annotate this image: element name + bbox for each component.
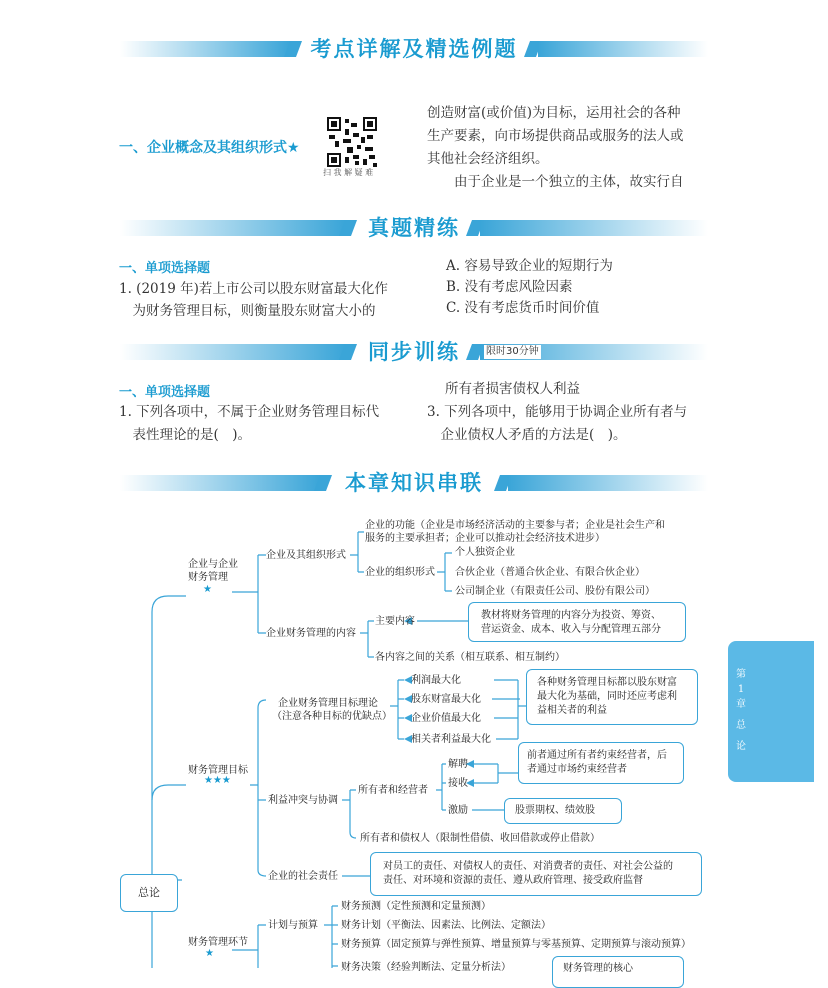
option-a: A. 容易导致企业的短期行为	[446, 258, 613, 274]
node-enterprise: 企业与企业	[188, 559, 238, 570]
tab-char: 总	[736, 720, 746, 731]
node-conflict: 利益冲突与协调	[268, 795, 338, 806]
question-line: 1. 下列各项中，不属于企业财务管理目标代	[119, 404, 380, 420]
node-decision: 财务决策（经验判断法、定量分析法）	[341, 962, 511, 973]
note-box	[526, 669, 698, 725]
question-line: 所有者损害债权人利益	[445, 381, 580, 397]
question-line: 3. 下列各项中，能够用于协调企业所有者与	[427, 404, 688, 420]
question-line: 1. (2019 年)若上市公司以股东财富最大化作	[119, 281, 388, 297]
note-box	[552, 956, 684, 988]
node-profit-max: 利润最大化	[411, 675, 461, 686]
paragraph-line: 由于企业是一个独立的主体，故实行自	[427, 174, 684, 190]
node-incentive: 激励	[448, 805, 468, 816]
banner-title: 真题精练	[368, 216, 460, 240]
note-line: 者通过市场约束经营者	[527, 764, 627, 775]
qr-caption: 扫 我 解 疑 难	[323, 168, 374, 177]
node-forecast: 财务预测（定性预测和定量预测）	[341, 901, 491, 912]
banner-title: 本章知识串联	[345, 471, 483, 495]
node-owner-manager: 所有者和经营者	[358, 785, 428, 796]
note-line: 营运资金、成本、收入与分配管理五部分	[481, 624, 661, 635]
node-corporation: 公司制企业（有限责任公司、股份有限公司）	[455, 586, 655, 597]
tab-char: 第	[736, 669, 746, 680]
node-enterprise-function: 企业的功能（企业是市场经济活动的主要参与者；企业是社会生产和	[365, 520, 665, 531]
node-social-responsibility: 企业的社会责任	[268, 871, 338, 882]
node-fm-goal: 财务管理目标	[188, 765, 248, 776]
node-stakeholder-max: 相关者利益最大化	[411, 734, 491, 745]
question-line: 为财务管理目标，则衡量股东财富大小的	[119, 303, 376, 319]
question-line: 表性理论的是( )。	[119, 427, 252, 443]
time-limit-badge: 限时30分钟	[486, 346, 539, 357]
note-line: 教材将财务管理的内容分为投资、筹资、	[481, 610, 661, 621]
note-box	[504, 798, 622, 824]
tab-char: 章	[736, 699, 746, 710]
star-rating: ★	[205, 948, 214, 959]
note-box	[518, 742, 684, 784]
section-heading: 一、单项选择题	[119, 385, 211, 400]
node-enterprise-b: 财务管理	[188, 572, 228, 583]
option-b: B. 没有考虑风险因素	[446, 279, 573, 295]
star-rating: ★	[203, 584, 212, 595]
node-value-max: 企业价值最大化	[411, 713, 481, 724]
root-label: 总论	[138, 886, 160, 899]
note-line: 责任、对环境和资源的责任、遵从政府管理、接受政府监督	[383, 875, 643, 886]
paragraph-line: 其他社会经济组织。	[427, 151, 549, 167]
node-enterprise-function-2: 服务的主要承担者；企业可以推动社会经济技术进步）	[365, 533, 605, 544]
note-line: 股票期权、绩效股	[515, 805, 595, 816]
banner-title: 同步训练	[368, 340, 460, 364]
note-line: 各种财务管理目标都以股东财富	[537, 677, 677, 688]
tab-char: 论	[736, 741, 746, 752]
section-heading: 一、企业概念及其组织形式★	[119, 140, 300, 156]
note-box	[370, 852, 702, 896]
node-fm-content: 企业财务管理的内容	[266, 628, 356, 639]
paragraph-line: 生产要素，向市场提供商品或服务的法人或	[427, 128, 684, 144]
node-org-types: 企业的组织形式	[365, 567, 435, 578]
node-org-form: 企业及其组织形式	[266, 550, 346, 561]
node-fm-steps: 财务管理环节	[188, 937, 248, 948]
node-plan: 财务计划（平衡法、因素法、比例法、定额法）	[341, 920, 551, 931]
star-rating: ★★★	[204, 775, 231, 786]
note-line: 益相关者的利益	[537, 705, 607, 716]
option-c: C. 没有考虑货币时间价值	[446, 300, 600, 316]
question-line: 企业债权人矛盾的方法是( )。	[427, 427, 627, 443]
paragraph-line: 创造财富(或价值)为目标，运用社会的各种	[427, 105, 681, 121]
node-budget: 财务预算（固定预算与弹性预算、增量预算与零基预算、定期预算与滚动预算）	[341, 939, 691, 950]
node-content-relation: 各内容之间的关系（相互联系、相互制约）	[375, 652, 565, 663]
node-main-content: 主要内容	[375, 616, 415, 627]
banner-title: 考点详解及精选例题	[310, 37, 518, 61]
node-goal-theory-note: （注意各种目标的优缺点）	[272, 711, 392, 722]
note-line: 前者通过所有者约束经营者，后	[527, 750, 667, 761]
node-plan-budget: 计划与预算	[268, 920, 318, 931]
tab-char: 1	[737, 684, 745, 695]
node-sole-proprietor: 个人独资企业	[455, 547, 515, 558]
note-line: 财务管理的核心	[563, 963, 633, 974]
mindmap-root-node	[120, 874, 178, 912]
node-dismiss: 解聘	[448, 759, 468, 770]
node-owner-creditor: 所有者和债权人（限制性借债、收回借款或停止借款）	[360, 833, 600, 844]
note-box	[468, 602, 686, 642]
section-heading: 一、单项选择题	[119, 261, 211, 276]
node-takeover: 接收	[448, 778, 468, 789]
node-goal-theory: 企业财务管理目标理论	[278, 698, 378, 709]
node-shareholder-max: 股东财富最大化	[411, 694, 481, 705]
note-line: 最大化为基础，同时还应考虑利	[537, 691, 677, 702]
node-partnership: 合伙企业（普通合伙企业、有限合伙企业）	[455, 567, 645, 578]
note-line: 对员工的责任、对债权人的责任、对消费者的责任、对社会公益的	[383, 861, 673, 872]
